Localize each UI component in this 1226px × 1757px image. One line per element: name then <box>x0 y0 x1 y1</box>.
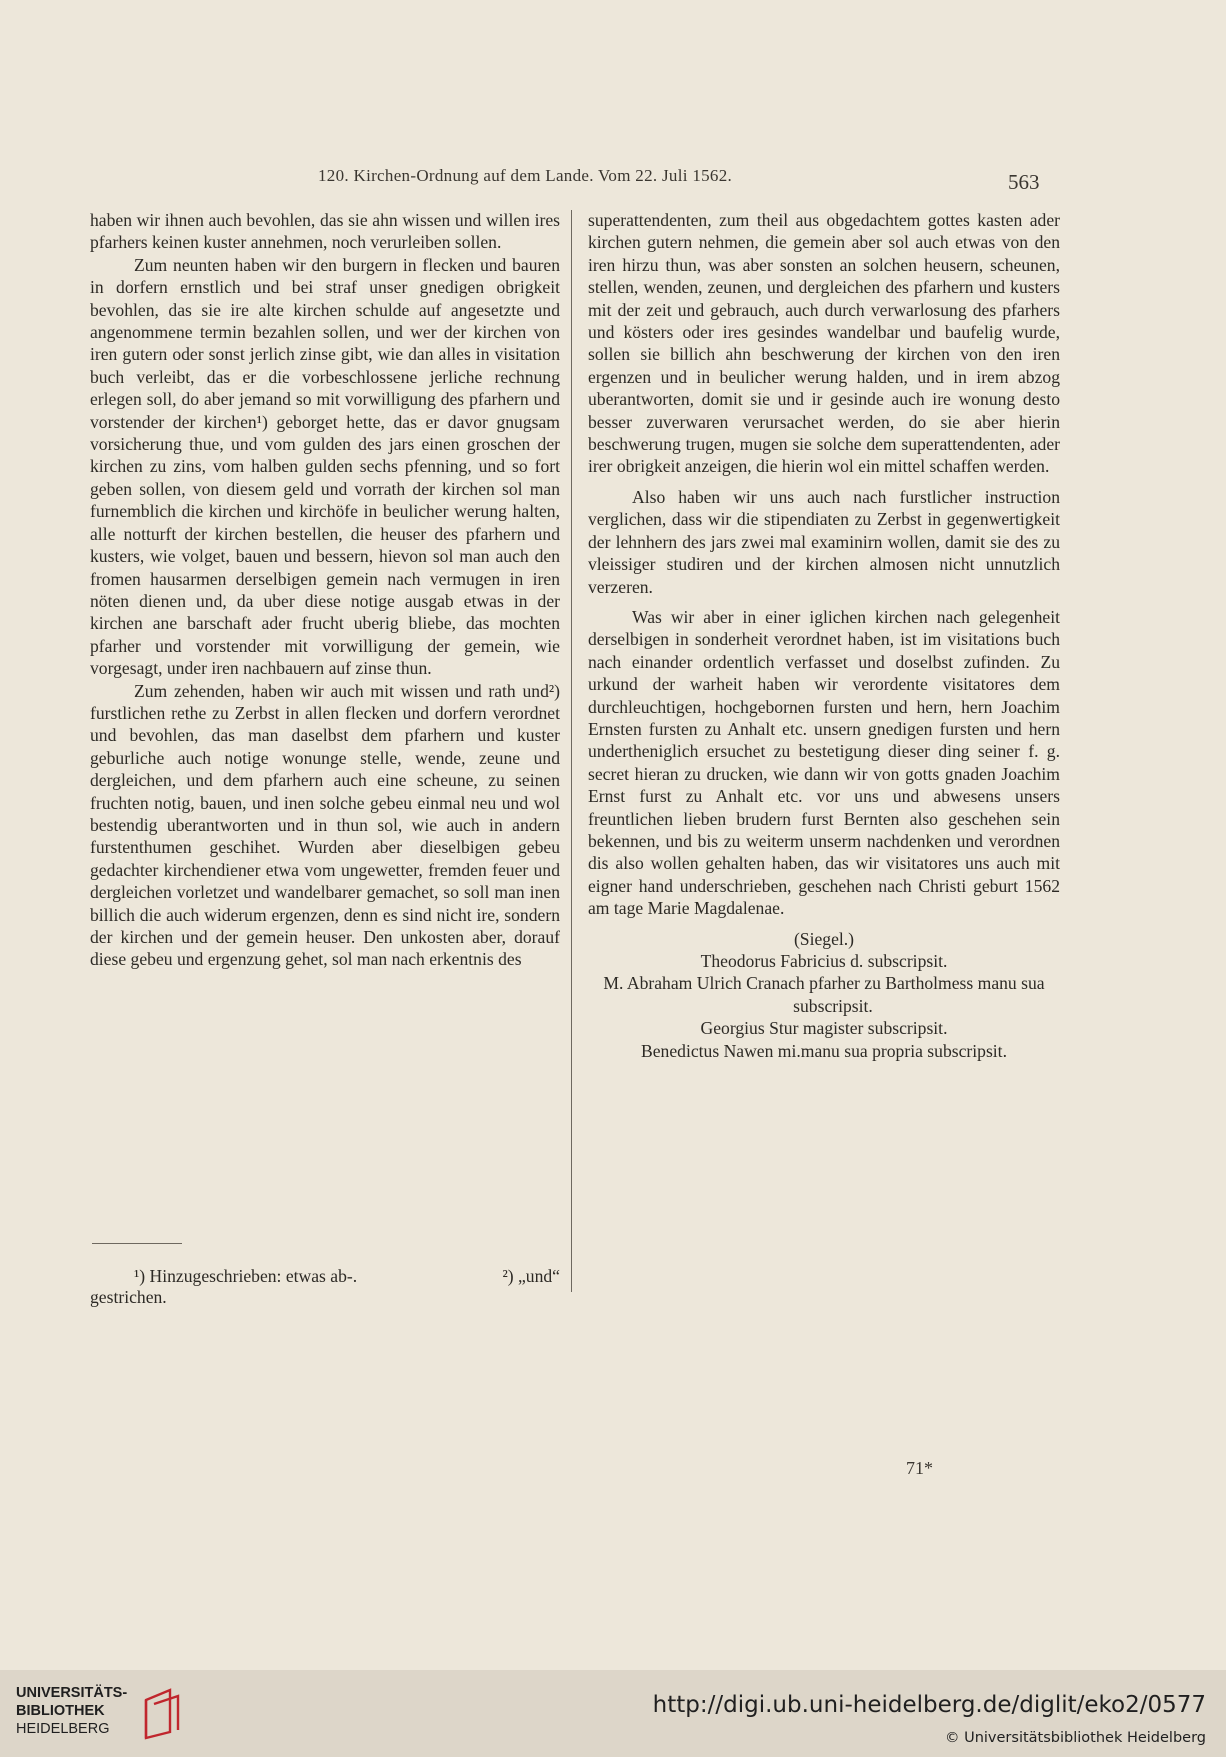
footnotes <box>90 1266 560 1308</box>
column-divider <box>571 210 572 1292</box>
footnote-2: ²) „und“ <box>502 1266 560 1286</box>
library-emblem-icon <box>140 1686 184 1740</box>
library-logo[interactable] <box>16 1684 236 1744</box>
running-head: 120. Kirchen-Ordnung auf dem Lande. Vom 22. Juli 1562. <box>318 166 733 185</box>
footer-bar <box>0 1670 1226 1757</box>
paragraph: Zum neunten haben wir den burgern in flecken und bauren in dorfern ernstlich und bei straf unser gnedigen obrigkeit bevohlen, das sie ire alte kirchen schulde auf angesetzte und angenommene termin bezahlen sollen, und wer der kirchen von iren gutern oder sonst jerlich zinse gibt, wie dan alles in visitation buch verleibt, das er die vorbeschlossene jerliche rechnung erlegen soll, do aber jemand so mit vorwilligung des pfarhern und vorstender der kirchen¹) geborget hette, das er davor gnugsam vorsicherung thue, und vom gulden des jars einen groschen der kirchen zu zins, vom halben gulden sechs pfenning, und so fort geben sollen, von diesem geld und vorrath der kirchen sol man furnemblich die kirchen und kirchöfe in beulicher werung halten, alle notturft der kirchen bestellen, die heuser des pfarhern und kusters, wie volget, bauen und bessern, hievon sol man auch den fromen hausarmen derselbigen gemein nach vermugen in iren nöten dienen und, da uber diese notige ausgab etwas in der kirchen ane barschaft ader frucht uberig bliebe, das mochten pfarher und vorstender mit vorwilligung der gemein, wie vorgesagt, under iren nachbauern auf zinse thun. <box>90 254 560 679</box>
copyright-notice: © Universitätsbibliothek Heidelberg <box>944 1730 1206 1746</box>
signature-line: Georgius Stur magister subscripsit. <box>700 1018 948 1039</box>
paragraph: haben wir ihnen auch bevohlen, das sie ahn wissen und willen ires pfarhers keinen kuster annehmen, noch verurleiben sollen. <box>90 210 560 253</box>
sheet-signature: 71* <box>906 1458 933 1478</box>
signature-line: Benedictus Nawen mi.manu sua propria subscripsit. <box>641 1040 1007 1061</box>
paragraph: superattendenten, zum theil aus obgedachtem gottes kasten ader kirchen gutern nehmen, die gemein aber sol auch etwas von den iren hirzu thun, was aber sonsten an solchen heusern, scheunen, stellen, wenden, zeunen, und dergleichen des pfarhern und kusters mit der zeit und gebrauch, auch durch verwarlosung des pfarhers und kösters oder ires gesindes wandelbar und baufelig wurde, sollen sie billich ahn beschwerung der kirchen von den iren ergenzen und in beulicher werung halden, und in irem abzog uberantworten, domit sie und ir gesinde auch ire wonung desto besser zuverwaren verursachet werden, do sie aber hierin beschwerung trugen, mugen sie solche dem superattendenten, ader irer obrigkeit anzeigen, die hierin wol ein mittel schaffen werden. <box>588 210 1060 477</box>
logo-wordmark: UNIVERSITÄTS- BIBLIOTHEK HEIDELBERG <box>16 1685 128 1737</box>
page-number: 563 <box>1008 170 1040 194</box>
left-column <box>90 209 560 971</box>
paragraph: Was wir aber in einer iglichen kirchen nach gelegenheit derselbigen in sonderheit verordnet haben, ist im visitations buch nach einander ordentlich verfasset und doselbst zufinden. Zu urkund der warheit haben wir verordente visitatores dem durchleuchtigen, hochgebornen fursten und hern, hern Joachim Ernsten fursten zu Anhalt etc. unsern gnedigen fursten und hern undertheniglich ersuchet zu bestetigung dieser ding seiner f. g. secret hieran zu drucken, wie dann wir von gotts gnaden Joachim Ernst furst zu Anhalt etc. vor uns und abwesens unsers freuntlichen lieben brudern furst Bernten also geschehen sein bekennen, und bis zu weiterm unserm nachdenken und verordnen dis also wollen gehalten haben, das wir visitatores uns auch mit eigner hand underschrieben, geschehen nach Christi geburt 1562 am tage Marie Magdalenae. <box>588 606 1060 919</box>
signature-line: M. Abraham Ulrich Cranach pfarher zu Bartholmess manu sua subscripsit. <box>603 973 1045 1016</box>
signature-line: Theodorus Fabricius d. subscripsit. <box>700 951 948 971</box>
footnote-rule <box>92 1243 182 1244</box>
footnote-1-continuation: gestrichen. <box>90 1287 167 1307</box>
permalink-url[interactable]: http://digi.ub.uni-heidelberg.de/diglit/eko2/0577 <box>652 1692 1206 1718</box>
right-column <box>588 209 1060 1062</box>
paragraph: Zum zehenden, haben wir auch mit wissen und rath und²) furstlichen rethe zu Zerbst in allen flecken und dorfern verordnet und bevohlen, das man daselbst dem pfarhern und kuster geburliche auch notige wonunge stelle, wende, zeune und dergleichen, und dem pfarhern auch eine scheune, zu seinen fruchten notig, bauen, und inen solche gebeu einmal neu und wol bestendig uberantworten und in thun sol, wie auch in andern furstenthumen geschihet. Wurden aber dieselbigen gebeu gedachter kirchendiener etwa vom ungewetter, fremden feuer und dergleichen vorletzet und wandelbarer gemachet, so soll man inen billich die auch widerum ergenzen, denn es sind nicht ire, sondern der kirchen und der gemein heuser. Den unkosten aber, dorauf diese gebeu und ergenzung gehet, sol man nach erkentnis des <box>90 680 560 970</box>
seal-note: (Siegel.) <box>793 928 855 949</box>
footnote-1: ¹) Hinzugeschrieben: etwas ab-. <box>134 1266 358 1286</box>
paragraph: Also haben wir uns auch nach furstlicher instruction verglichen, dass wir die stipendiaten zu Zerbst in gegenwertigkeit der lehnhern des jars zwei mal examinirn wollen, damit sie des zu vleissiger studiren und der kirchen almosen nicht unnutzlich verzeren. <box>588 486 1060 597</box>
